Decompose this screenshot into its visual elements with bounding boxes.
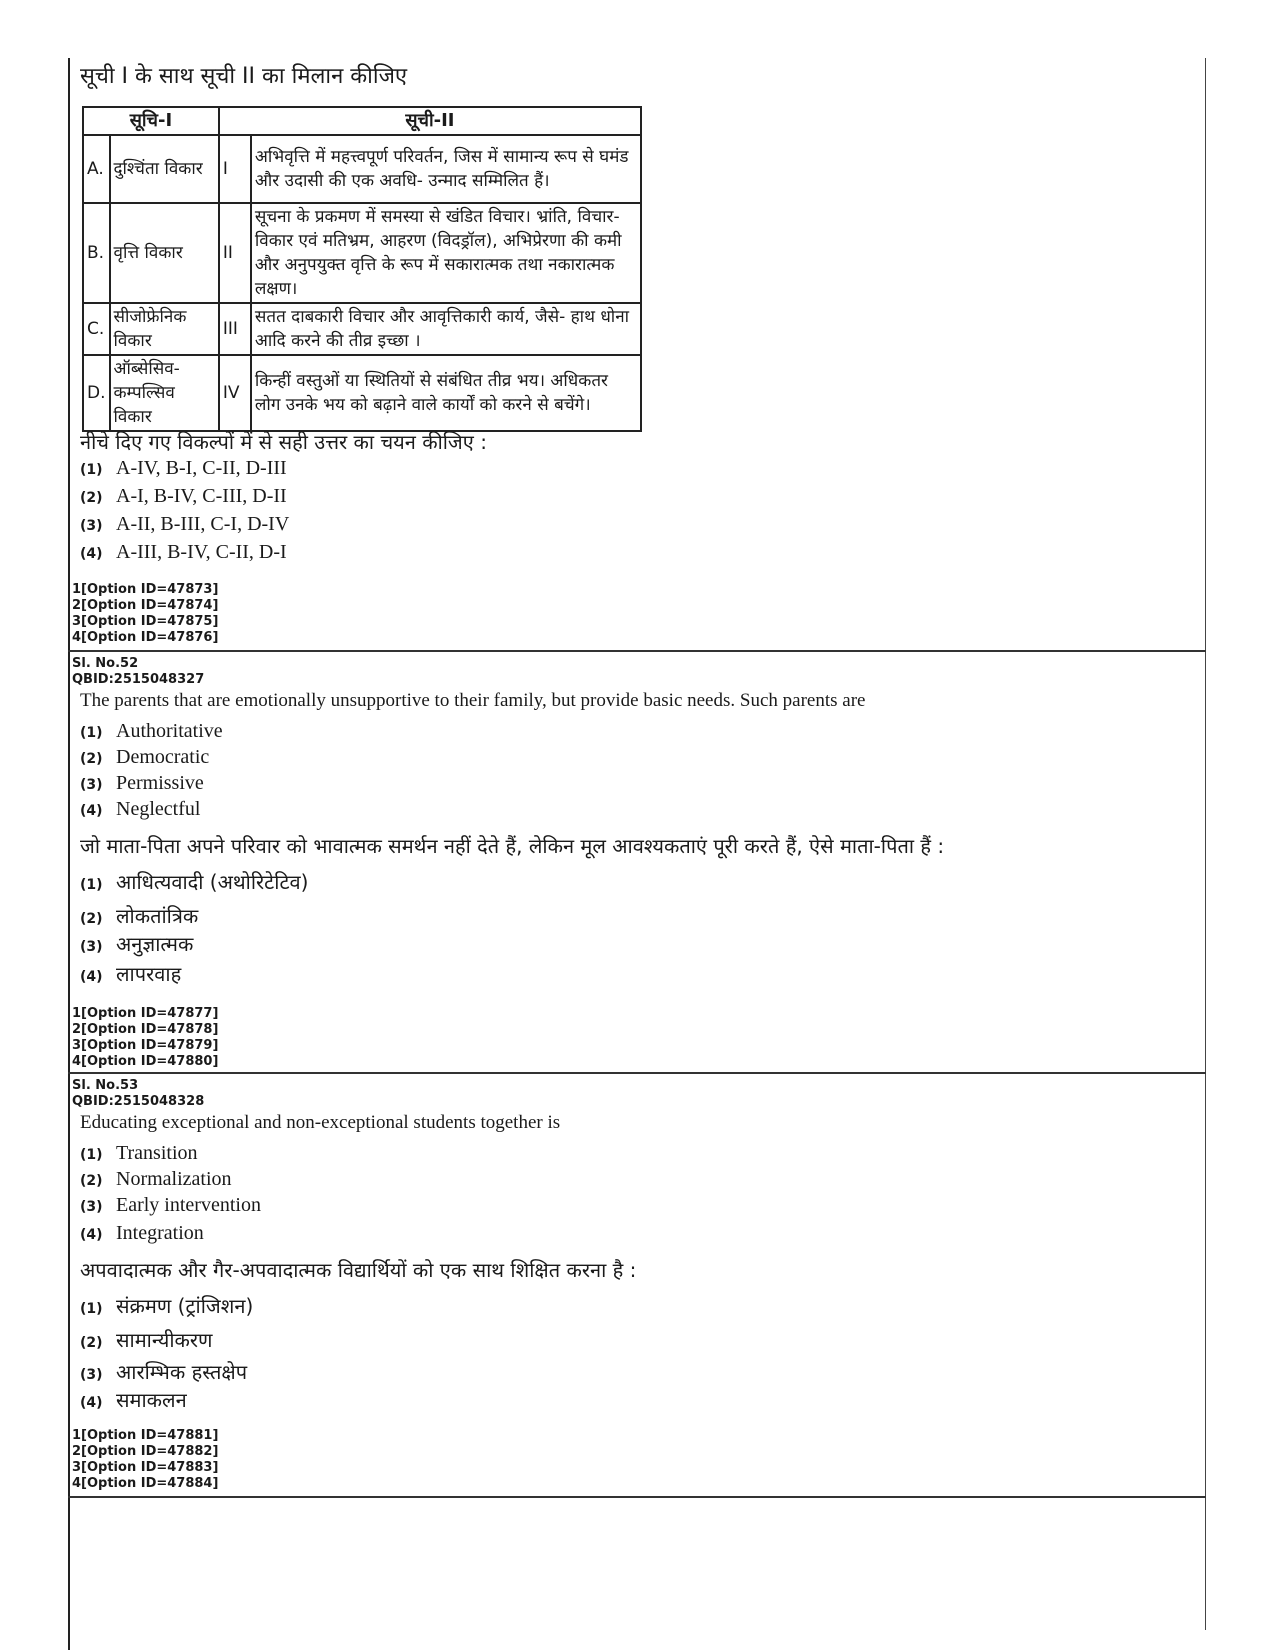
option-text: सामान्यीकरण [116, 1328, 213, 1352]
table-row [83, 203, 641, 303]
divider [68, 650, 1206, 652]
option-text: A-III, B-IV, C-II, D-I [116, 541, 287, 563]
option-number: (1) [80, 462, 103, 478]
row-roman: II [219, 203, 251, 303]
option-text: Neglectful [116, 798, 201, 820]
row-left: सीजोफ्रेनिक विकार [110, 303, 219, 355]
option-number: (3) [80, 1367, 103, 1383]
option-number: (2) [80, 1335, 103, 1351]
match-table [82, 106, 642, 432]
option-id-list [72, 1006, 218, 1070]
question-stem-hi: जो माता-पिता अपने परिवार को भावात्मक समर्थन नहीं देते हैं, लेकिन मूल आवश्यकताएं पूरी करते हैं, ऐसे माता-पिता हैं : [80, 834, 945, 858]
question-stem-en: The parents that are emotionally unsupportive to their family, but provide basic needs. Such parents are [80, 690, 866, 711]
option-3-hi[interactable] [80, 930, 193, 957]
option-text: A-II, B-III, C-I, D-IV [116, 513, 290, 535]
option-2[interactable] [80, 1168, 232, 1191]
row-letter: D. [83, 355, 110, 431]
option-id: 4[Option ID=47876] [72, 630, 219, 645]
qbid: QBID:2515048328 [72, 1094, 205, 1109]
option-text: लापरवाह [116, 962, 182, 986]
option-text: आरम्भिक हस्तक्षेप [116, 1360, 248, 1384]
row-right: किन्हीं वस्तुओं या स्थितियों से संबंधित तीव्र भय। अधिकतर लोग उनके भय को बढ़ाने वाले कार्यों को करने से बचेंगे। [251, 355, 641, 431]
page-frame [68, 58, 1206, 1650]
option-number: (3) [80, 518, 103, 534]
row-right: सतत दाबकारी विचार और आवृत्तिकारी कार्य, जैसे- हाथ धोना आदि करने की तीव्र इच्छा । [251, 303, 641, 355]
option-id: 2[Option ID=47878] [72, 1022, 219, 1037]
option-id: 1[Option ID=47881] [72, 1428, 219, 1443]
option-1[interactable] [80, 1142, 198, 1165]
option-text: Democratic [116, 746, 210, 768]
row-roman: IV [219, 355, 251, 431]
choose-prompt: नीचे दिए गए विकल्पों में से सही उत्तर का चयन कीजिए : [80, 430, 487, 454]
row-right: सूचना के प्रकमण में समस्या से खंडित विचार। भ्रांति, विचार-विकार एवं मतिभ्रम, आहरण (विदड्रॉल), अभिप्रेरणा की कमी और अनुपयुक्त वृत्ति के रूप में सकारात्मक तथा नकारात्मक लक्षण। [251, 203, 641, 303]
option-id: 3[Option ID=47879] [72, 1038, 219, 1053]
match-instruction: सूची I के साथ सूची II का मिलान कीजिए [80, 64, 408, 89]
option-4[interactable] [80, 541, 287, 564]
option-id: 4[Option ID=47880] [72, 1054, 219, 1069]
option-id: 4[Option ID=47884] [72, 1476, 219, 1491]
option-number: (2) [80, 911, 103, 927]
option-1[interactable] [80, 457, 287, 480]
option-number: (1) [80, 725, 103, 741]
option-number: (3) [80, 1199, 103, 1215]
option-number: (1) [80, 1147, 103, 1163]
row-roman: I [219, 135, 251, 203]
option-text: Transition [116, 1142, 198, 1164]
option-number: (4) [80, 1395, 103, 1411]
option-id-list [72, 582, 218, 646]
option-number: (1) [80, 1301, 103, 1317]
row-letter: C. [83, 303, 110, 355]
table-row [83, 355, 641, 431]
serial-number: Sl. No.52 [72, 656, 139, 671]
row-left: दुश्चिंता विकार [110, 135, 219, 203]
question-stem-en: Educating exceptional and non-exceptional students together is [80, 1112, 561, 1133]
option-number: (4) [80, 1227, 103, 1243]
option-number: (3) [80, 939, 103, 955]
qbid: QBID:2515048327 [72, 672, 205, 687]
option-2-hi[interactable] [80, 1326, 213, 1353]
divider [68, 1072, 1206, 1074]
left-border [68, 58, 70, 1650]
option-3[interactable] [80, 772, 204, 795]
option-number: (4) [80, 969, 103, 985]
option-3[interactable] [80, 513, 289, 536]
row-left: ऑब्सेसिव-कम्पल्सिव विकार [110, 355, 219, 431]
option-4[interactable] [80, 798, 200, 821]
option-text: Permissive [116, 772, 204, 794]
option-id: 3[Option ID=47875] [72, 614, 219, 629]
option-text: अनुज्ञात्मक [116, 932, 194, 956]
right-border [1205, 58, 1206, 1630]
row-right: अभिवृत्ति में महत्त्वपूर्ण परिवर्तन, जिस में सामान्य रूप से घमंड और उदासी की एक अवधि- उन्माद सम्मिलित हैं। [251, 135, 641, 203]
option-text: Normalization [116, 1168, 232, 1190]
option-3[interactable] [80, 1194, 261, 1217]
option-4-hi[interactable] [80, 960, 181, 987]
option-id: 3[Option ID=47883] [72, 1460, 219, 1475]
question-stem-hi: अपवादात्मक और गैर-अपवादात्मक विद्यार्थियों को एक साथ शिक्षित करना है : [80, 1258, 637, 1282]
serial-number: Sl. No.53 [72, 1078, 139, 1093]
table-row [83, 135, 641, 203]
header-list-2: सूची-II [219, 107, 641, 135]
option-1-hi[interactable] [80, 868, 308, 895]
option-number: (3) [80, 777, 103, 793]
option-text: A-I, B-IV, C-III, D-II [116, 485, 287, 507]
option-number: (2) [80, 1173, 103, 1189]
option-1[interactable] [80, 720, 223, 743]
row-letter: A. [83, 135, 110, 203]
option-id-list [72, 1428, 218, 1492]
option-text: संक्रमण (ट्रांजिशन) [116, 1294, 254, 1318]
option-id: 2[Option ID=47874] [72, 598, 219, 613]
option-id: 1[Option ID=47873] [72, 582, 219, 597]
table-row [83, 303, 641, 355]
option-number: (2) [80, 751, 103, 767]
option-2[interactable] [80, 746, 209, 769]
option-number: (4) [80, 546, 103, 562]
option-text: A-IV, B-I, C-II, D-III [116, 457, 287, 479]
option-id: 1[Option ID=47877] [72, 1006, 219, 1021]
row-letter: B. [83, 203, 110, 303]
option-number: (2) [80, 490, 103, 506]
question-meta [72, 656, 204, 688]
divider [68, 1496, 1206, 1498]
row-roman: III [219, 303, 251, 355]
question-meta [72, 1078, 204, 1110]
option-number: (1) [80, 877, 103, 893]
option-text: लोकतांत्रिक [116, 904, 199, 928]
option-number: (4) [80, 803, 103, 819]
row-left: वृत्ति विकार [110, 203, 219, 303]
option-1-hi[interactable] [80, 1292, 253, 1319]
option-text: समाकलन [116, 1388, 187, 1412]
option-text: Authoritative [116, 720, 223, 742]
option-2[interactable] [80, 485, 287, 508]
option-text: आधित्यवादी (अथोरिटेटिव) [116, 870, 309, 894]
option-2-hi[interactable] [80, 902, 198, 929]
table-header-row [83, 107, 641, 135]
option-text: Early intervention [116, 1194, 261, 1216]
option-4[interactable] [80, 1222, 204, 1245]
option-3-hi[interactable] [80, 1358, 247, 1385]
option-4-hi[interactable] [80, 1386, 187, 1413]
option-id: 2[Option ID=47882] [72, 1444, 219, 1459]
option-text: Integration [116, 1222, 204, 1244]
header-list-1: सूचि-I [83, 107, 219, 135]
